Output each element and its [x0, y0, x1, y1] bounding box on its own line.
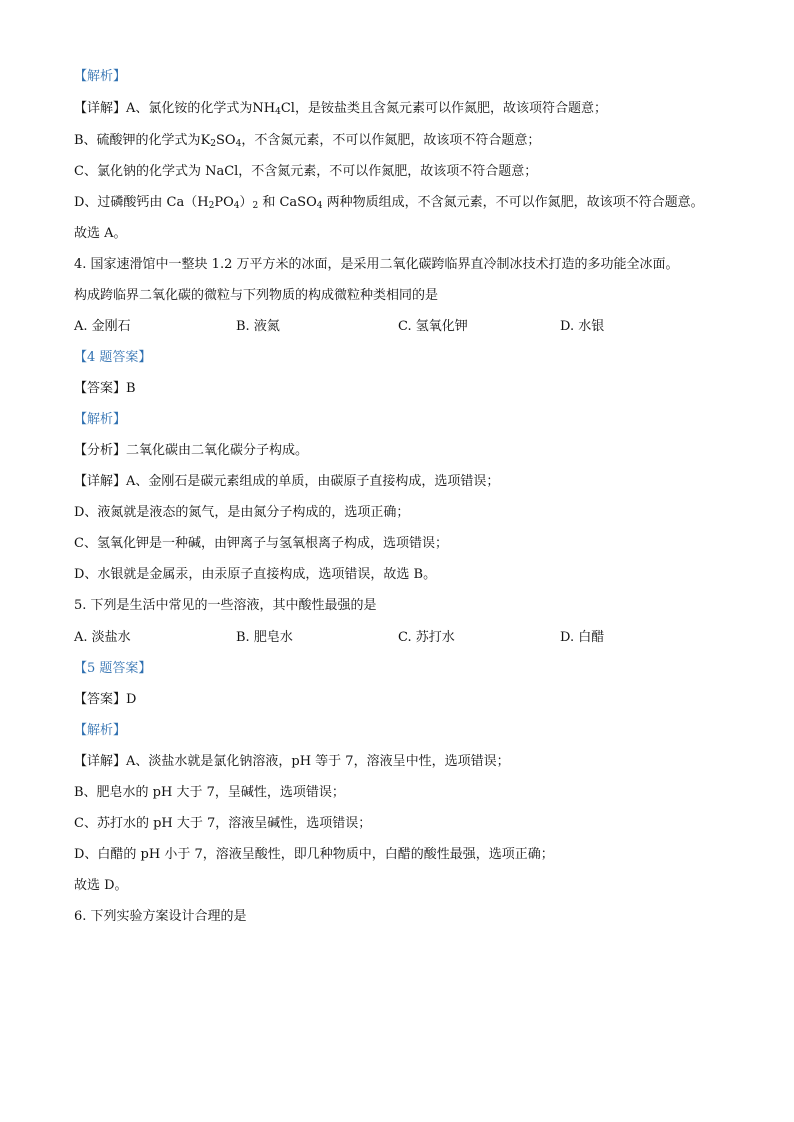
detail-line-a: 【详解】A、氯化铵的化学式为$NH_4Cl$，是铵盐类且含氮元素可以作氮肥，故该项符合题意；	[74, 101, 607, 117]
q4-detail-4: D、水银就是金属汞，由汞原子直接构成，选项错误，故选 B。	[74, 567, 437, 582]
q4-option-d: D. 水银	[560, 319, 605, 334]
q5-answer-header: 【5 题答案】	[74, 661, 152, 676]
q4-fenxi: 【分析】二氧化碳由二氧化碳分子构成。	[74, 443, 309, 458]
q4-stem-line2: 构成跨临界二氧化碳的微粒与下列物质的构成微粒种类相同的是	[74, 288, 439, 303]
q4-option-c: C. 氢氧化钾	[398, 319, 468, 334]
q4-stem-line1: 4. 国家速滑馆中一整块 1.2 万平方米的冰面，是采用二氧化碳跨临界直冷制冰技术打造的多功能全冰面。	[74, 257, 679, 272]
q4-analysis-tag: 【解析】	[74, 412, 127, 427]
q4-answer: 【答案】B	[74, 381, 136, 396]
q5-detail-2: B、肥皂水的 pH 大于 7，呈碱性，选项错误；	[74, 785, 345, 800]
q5-answer: 【答案】D	[74, 692, 137, 707]
q5-option-a: A. 淡盐水	[74, 630, 131, 645]
q4-options	[74, 318, 754, 336]
q5-option-d: D. 白醋	[560, 630, 605, 645]
q5-detail-1: 【详解】A、淡盐水就是氯化钠溶液，pH 等于 7，溶液呈中性，选项错误；	[74, 754, 510, 769]
analysis-tag-q3: 【解析】	[74, 69, 127, 84]
q5-stem: 5. 下列是生活中常见的一些溶液，其中酸性最强的是	[74, 598, 377, 613]
q5-option-c: C. 苏打水	[398, 630, 455, 645]
q5-detail-4: D、白醋的 pH 小于 7，溶液呈酸性，即几种物质中，白醋的酸性最强，选项正确；	[74, 847, 554, 862]
q5-options	[74, 629, 754, 647]
q4-answer-header: 【4 题答案】	[74, 350, 152, 365]
detail-line-c: C、氯化钠的化学式为 NaCl，不含氮元素，不可以作氮肥，故该项不符合题意；	[74, 164, 538, 179]
q5-conclusion: 故选 D。	[74, 878, 128, 893]
q4-option-b: B. 液氮	[236, 319, 280, 334]
q4-option-a: A. 金刚石	[74, 319, 131, 334]
conclusion-q3: 故选 A。	[74, 226, 127, 241]
q4-detail-3: C、氢氧化钾是一种碱，由钾离子与氢氧根离子构成，选项错误；	[74, 536, 448, 551]
q5-option-b: B. 肥皂水	[236, 630, 293, 645]
detail-line-b: B、硫酸钾的化学式为$K_2SO_4$，不含氮元素，不可以作氮肥，故该项不符合题意；	[74, 133, 541, 149]
q5-analysis-tag: 【解析】	[74, 723, 127, 738]
detail-line-d: D、过磷酸钙由 $Ca(H_2PO_4)_2$ 和 CaSO$_4$ 两种物质组成，不含氮元素，不可以作氮肥，故该项不符合题意。	[74, 195, 704, 211]
q6-stem: 6. 下列实验方案设计合理的是	[74, 909, 247, 924]
q4-detail-2: D、液氮就是液态的氮气，是由氮分子构成的，选项正确；	[74, 505, 410, 520]
q5-detail-3: C、苏打水的 pH 大于 7，溶液呈碱性，选项错误；	[74, 816, 372, 831]
q4-detail-1: 【详解】A、金刚石是碳元素组成的单质，由碳原子直接构成，选项错误；	[74, 474, 500, 489]
